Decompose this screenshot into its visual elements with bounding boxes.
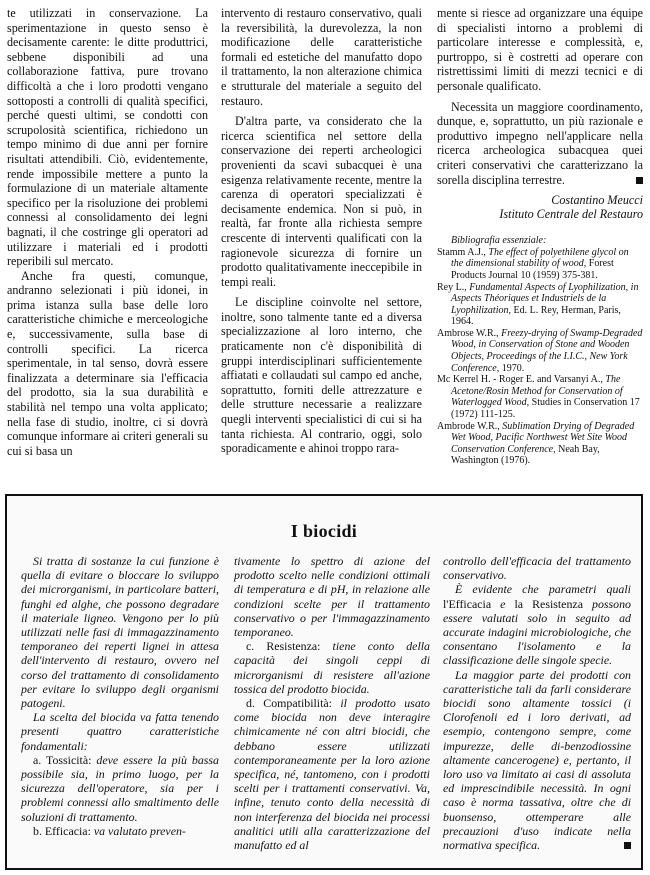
box-paragraph: La maggior parte dei prodotti con caratteristiche tali da farli considerare biocidi sono altamente tossici (i Clorofenoli ed i loro derivati, ad esempio, contengono sempre, come impurezze, delle di-benzodiossine altamente cancerogene) e, pertanto, il loro uso va limitato ai casi di assoluta ed imprescindibile necessità. In ogni caso è norma tassativa, oltre che di buonsenso, ottemperare alle precauzioni d'uso indicate nella normativa specifica. (443, 667, 631, 853)
article-paragraph: Anche fra questi, comunque, andranno selezionati i più idonei, in prima istanza sulla base delle loro caratteristiche chimiche e merceologiche e, successivamente, sulla base di controlli specifici. La ricerca sperimentale, in tal senso, dovrà essere finalizzata a determinare sia l'efficacia del prodotto, sia la sua durabilità e stabilità nel tempo una volta applicato; nella fase di studio, inoltre, ci si dovrà comunque informare ai criteri generali su cui si basa un (7, 268, 208, 458)
bibliography-entry: Mc Kerrel H. - Roger E. and Varsanyi A., The Acetone/Rosin Method for Conservation of Waterlogged Wood, Studies in Conservation 17 (1972) 111-125. (437, 374, 640, 421)
box-column-3 (443, 554, 631, 852)
box-paragraph: controllo dell'efficacia del trattamento conservativo. (443, 554, 631, 583)
box-title: I biocidi (290, 521, 358, 541)
box-item-tossicita: a. Tossicità: deve essere la più bassa possibile sia, in primo luogo, per la sicurezza dell'operatore, sia per i problemi connessi allo smaltimento delle soluzioni di trattamento. (21, 752, 219, 824)
bibliography-entry: Rey L., Fundamental Aspects of Lyophilization, in Aspects Théoriques et Industriels de la Lyophilization, Ed. L. Rey, Herman, Paris, 1964. (437, 281, 639, 328)
article-paragraph: intervento di restauro conservativo, quali la reversibilità, la durevolezza, la non modificazione delle caratteristiche formali ed estetiche del manufatto dopo il trattamento, la non alterazione chimica e strutturale del materiale a seguito del restauro. (221, 6, 422, 108)
box-item-efficacia: b. Efficacia: va valutato preven- (33, 823, 186, 838)
article-paragraph (437, 100, 643, 188)
article-paragraph: D'altra parte, va considerato che la ricerca scientifica nel settore della conservazione dei reperti archeologici provenienti da scavi subacquei è una esigenza relativamente recente, mentre la carenza di operatori specializzati è decisamente endemica. Non si può, in realtà, far fronte alla richiesta sempre crescente di interventi qualificati con la ragionevole sicurezza di fornire un prodotto qualitativamente ineccepibile in tempi reali. (221, 114, 422, 289)
article-column-3 (437, 6, 643, 467)
article-paragraph: Le discipline coinvolte nel settore, inoltre, sono talmente tante ed a diversa specializzazione al loro interno, che praticamente non c'è disponibilità di gruppi interdisciplinari sufficientemente affiatati e collaudati sul campo ed anche, soprattutto, forniti delle attrezzature e delle strutture necessarie a realizzare quegli interventi specialistici di cui si ha tanta richiesta. Al contrario, oggi, solo sporadicamente e ahinoi troppo rara- (221, 295, 422, 456)
box-paragraph: Si tratta di sostanze la cui funzione è quella di evitare o bloccare lo sviluppo dei microrganismi, in particolare batteri, funghi ed alghe, che possono degradare il materiale ligneo. Vengono per lo più utilizzati nelle fasi di immagazzinamento temporaneo dei reperti lignei in attesa dell'intervento di restauro, ovvero nel corso del trattamento di consolidamento per evitare lo sviluppo degli organismi patogeni. (21, 554, 219, 711)
author-name: Costantino Meucci (551, 193, 643, 208)
box-column-1 (21, 554, 219, 838)
box-paragraph: tivamente lo spettro di azione del prodotto scelto nelle condizioni ottimali di temperatura e di pH, in relazione alle condizioni scelte per il trattamento conservativo o per l'immagazzinamento temporaneo. (234, 554, 430, 640)
box-column-2 (234, 554, 430, 852)
article-paragraph: te utilizzati in conservazione. La sperimentazione in questo senso è decisamente carente: le ditte produttrici, sebbene disponibili ad una collaborazione fattiva, pure trovano difficoltà a che i loro prodotti vengano sottoposti a controlli di qualità specifici, perché questi ultimi, se condotti con scrupolosità scientifica, richiedono un tempo minimo di due anni per fornire risultati attendibili. Ciò, evidentemente, rende impossibile mettere a punto la formulazione di un materiale altamente specifico per la risoluzione dei problemi connessi al consolidamento dei legni bagnati, il che costringe gli operatori ad utilizzare i materiali ed i prodotti reperibili sul mercato. (7, 6, 208, 269)
end-of-article-square-icon (636, 177, 643, 184)
article-paragraph: mente si riesce ad organizzare una équipe di specialisti intorno a problemi di particolare interesse e complessità, e, purtroppo, si è costretti ad operare con ristrettissimi limiti di mezzi tecnici e di personale qualificato. (437, 6, 643, 93)
box-paragraph: È evidente che parametri quali l'Efficacia e la Resistenza possono essere valutati solo in seguito ad accurate indagini microbiologiche, che consentano l'isolamento e la classificazione delle singole specie. (443, 582, 631, 668)
bibliography-entry: Ambrode W.R., Sublimation Drying of Degraded Wet Wood, Pacific Northwest Wet Site Wood Conservation Conference, Neah Bay, Washington (1976). (437, 420, 635, 467)
box-paragraph: La scelta del biocida va fatta tenendo presenti quattro caratteristiche fondamentali: (21, 710, 219, 753)
article-column-2 (221, 6, 422, 456)
biocides-sidebar-box (5, 494, 643, 870)
article-paragraph-text: Necessita un maggiore coordinamento, dunque, e, soprattutto, un più razionale e produttivo impegno nell'applicare nella ricerca archeologica subacquea quei criteri conservativi che caratterizzano la sorella disciplina terrestre. (437, 99, 643, 187)
bibliography (437, 235, 643, 467)
bibliography-entry: Stamm A.J., The effect of polyethilene glycol on the dimensional stability of wood, Forest Products Journal 10 (1959) 375-381. (437, 246, 629, 281)
article-column-1 (7, 6, 208, 458)
author-institution: Istituto Centrale del Restauro (499, 207, 643, 222)
bibliography-entry: Ambrose W.R., Freezy-drying of Swamp-Degraded Wood, in Conservation of Stone and Wooden Objects, Proceedings of the I.I.C., New York Conference, 1970. (437, 327, 643, 374)
box-item-compatibilita: d. Compatibilità: il prodotto usato come biocida non deve interagire chimicamente né con altri biocidi, che debbano essere utilizzati contemporaneamente per la loro azione specifica, né, tantomeno, con i prodotti scelti per i trattamenti conservativi. Va, infine, tenuto conto della necessità di non interferenza del biocida nei processi analitici utili alla caratterizzazione del manufatto ed al (234, 696, 431, 853)
box-item-resistenza: c. Resistenza: tiene conto della capacità dei singoli ceppi di microrganismi di resistere all'azione tossica del prodotto biocida. (234, 639, 430, 696)
signature (437, 193, 643, 221)
bibliography-title: Bibliografia essenziale: (451, 235, 547, 247)
end-of-box-square-icon (624, 842, 631, 849)
